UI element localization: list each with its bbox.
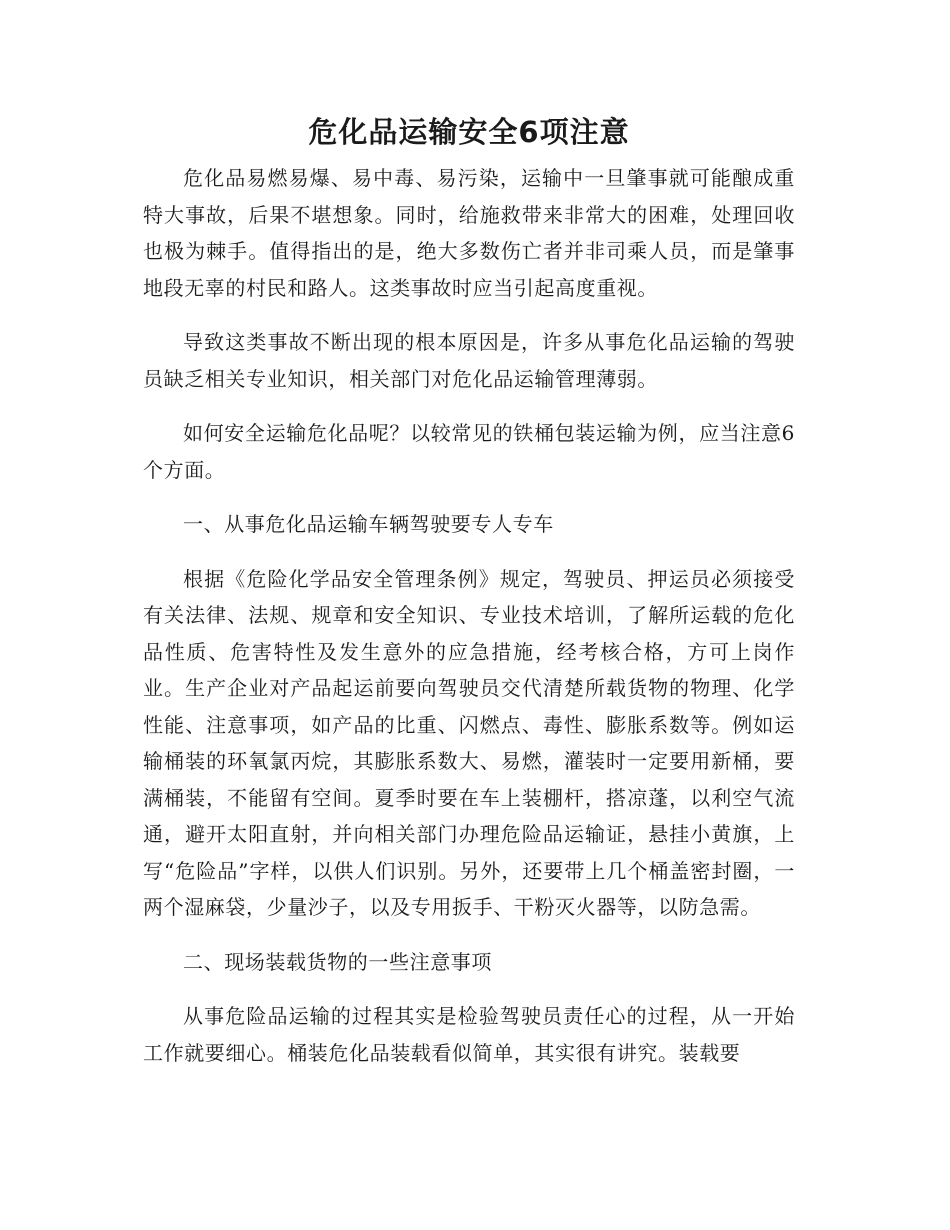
paragraph-section-2: 从事危险品运输的过程其实是检验驾驶员责任心的过程，从一开始工作就要细心。桶装危化品装载看似简单，其实很有讲究。装载要 (143, 1004, 795, 1065)
paragraph-cause: 导致这类事故不断出现的根本原因是，许多从事危化品运输的驾驶员缺乏相关专业知识，相关部门对危化品运输管理薄弱。 (143, 330, 795, 391)
paragraph-intro: 危化品易燃易爆、易中毒、易污染，运输中一旦肇事就可能酿成重特大事故，后果不堪想象。同时，给施救带来非常大的困难，处理回收也极为棘手。值得指出的是，绝大多数伤亡者并非司乘人员，而是肇事地段无辜的村民和路人。这类事故时应当引起高度重视。 (143, 166, 795, 300)
document-title: 危化品运输安全6项注意 (308, 115, 630, 149)
paragraph-section-1: 根据《危险化学品安全管理条例》规定，驾驶员、押运员必须接受有关法律、法规、规章和安全知识、专业技术培训，了解所运载的危化品性质、危害特性及发生意外的应急措施，经考核合格，方可上岗作业。生产企业对产品起运前要向驾驶员交代清楚所载货物的物理、化学性能、注意事项，如产品的比重、闪燃点、毒性、膨胀系数等。例如运输桶装的环氧氯丙烷，其膨胀系数大、易燃，灌装时一定要用新桶，要满桶装，不能留有空间。夏季时要在车上装棚杆，搭凉蓬，以利空气流通，避开太阳直射，并向相关部门办理危险品运输证，悬挂小黄旗，上写“危险品”字样，以供人们识别。另外，还要带上几个桶盖密封圈，一两个湿麻袋，少量沙子，以及专用扳手、干粉灭火器等，以防急需。 (143, 566, 795, 919)
paragraph-question: 如何安全运输危化品呢？以较常见的铁桶包装运输为例，应当注意6个方面。 (143, 421, 795, 482)
section-heading-2: 二、现场装载货物的一些注意事项 (183, 949, 492, 974)
document-page (143, 110, 795, 1089)
section-heading-1: 一、从事危化品运输车辆驾驶要专人专车 (183, 512, 554, 536)
